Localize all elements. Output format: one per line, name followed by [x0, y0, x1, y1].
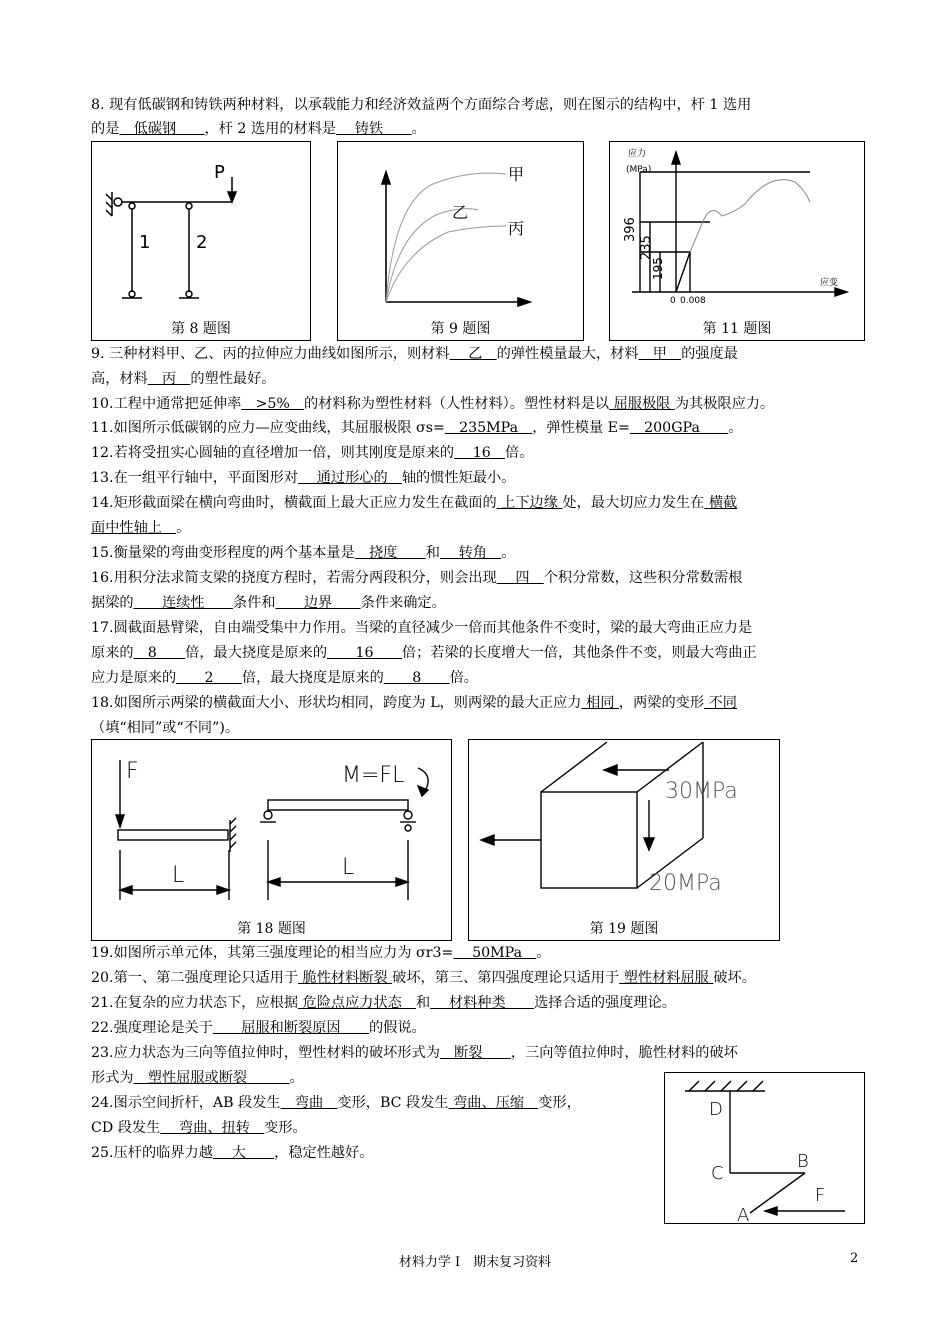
curve-bing-label: 丙: [508, 219, 525, 238]
answer-blank: 边界: [275, 595, 361, 611]
q20-line: 20.第一、第二强度理论只适用于 脆性材料断裂 破坏，第三、第四强度理论只适用于 塑性材料屈服 破坏。: [91, 970, 756, 986]
load-p-label: P: [214, 162, 225, 183]
q9-line2: 高，材料 丙 的塑性最好。: [91, 371, 276, 387]
q23-line2: 形式为 塑性屈服或断裂 。: [91, 1070, 304, 1086]
answer-blank: 甲: [638, 346, 682, 362]
answer-blank: 转角: [439, 545, 502, 561]
q14-line1: 14.矩形截面梁在横向弯曲时，横截面上最大正应力发生在截面的 上下边缘 处，最大切应力发生在 横截: [91, 495, 738, 511]
answer-blank: 大: [212, 1145, 275, 1161]
q18-line2: （填“相同”或“不同”)。: [91, 720, 240, 736]
answer-blank: 235MPa: [444, 420, 533, 436]
q21-line: 21.在复杂的应力状态下，应根据 危险点应力状态 和 材料种类 选择合适的强度理论。: [91, 995, 676, 1011]
page-number: 2: [850, 1251, 859, 1266]
q8-line2: 的是 低碳钢 ，杆 2 选用的材料是 铸铁 。: [91, 121, 426, 137]
y-axis-label: 应力: [628, 149, 647, 159]
answer-blank: 弯曲、压缩: [448, 1095, 539, 1111]
answer-blank: 上下边缘: [496, 495, 563, 511]
answer-blank: 50MPa: [453, 945, 537, 961]
figure-11: [609, 141, 865, 341]
answer-blank: 弯曲、扭转: [160, 1120, 265, 1136]
answer-blank: 低碳钢: [119, 121, 205, 137]
q10-line: 10.工程中通常把延伸率 >5% 的材料称为塑性材料（人性材料）。塑性材料是以 屈服极限 为其极限应力。: [91, 396, 775, 412]
figure-8-drawing: [92, 142, 310, 322]
q16-line2: 据梁的 连续性 条件和 边界 条件来确定。: [91, 595, 446, 611]
q11-line: 11.如图所示低碳钢的应力—应变曲线，其屈服极限 σs= 235MPa ，弹性模量 E= 200GPa 。: [91, 420, 743, 436]
q18-line1: 18.如图所示两梁的横截面大小、形状均相同，跨度为 L，则两梁的最大正应力 相同 ，两梁的变形 不同: [91, 695, 737, 711]
figure-19: [468, 739, 780, 941]
figure-19-caption: 第 19 题图: [589, 921, 659, 937]
answer-blank: 弯曲: [280, 1095, 338, 1111]
x-axis-label: 应变: [820, 278, 839, 288]
value-195: 195: [651, 257, 665, 280]
answer-blank: 2: [176, 670, 242, 686]
value-396: 396: [623, 217, 638, 242]
answer-blank: 塑性材料屈服: [619, 970, 714, 986]
answer-blank: 危险点应力状态: [298, 995, 417, 1011]
answer-blank: 面中性轴上: [91, 520, 177, 536]
footer-title: 材料力学 I 期末复习资料: [398, 1255, 552, 1270]
answer-blank: 屈服和断裂原因: [212, 1020, 369, 1036]
bar2-label: 2: [196, 232, 208, 253]
answer-blank: 材料种类: [430, 995, 535, 1011]
answer-blank: 200GPa: [629, 420, 729, 436]
q23-line1: 23.应力状态为三向等值拉伸时，塑性材料的破坏形式为 断裂 ，三向等值拉伸时，脆性材料的破坏: [91, 1045, 738, 1061]
answer-blank: 16: [327, 645, 402, 661]
q22-line: 22.强度理论是关于 屈服和断裂原因 的假说。: [91, 1020, 426, 1036]
q16-line1: 16.用积分法求简支梁的挠度方程时，若需分两段积分，则会出现 四 个积分常数，这些积分常数需根: [91, 570, 743, 586]
answer-blank: 丙: [147, 371, 191, 387]
q15-line: 15.衡量梁的弯曲变形程度的两个基本量是 挠度 和 转角 。: [91, 545, 516, 561]
span-l-label-1: L: [172, 863, 185, 888]
figure-8: [91, 141, 311, 341]
figure-9-drawing: [338, 142, 583, 322]
figure-18-drawing: [92, 740, 451, 920]
value-235: 235: [639, 235, 654, 260]
answer-blank: 通过形心的: [298, 470, 402, 486]
q17-line3: 应力是原来的 2 倍，最大挠度是原来的 8 倍。: [91, 670, 478, 686]
q17-line2: 原来的 8 倍，最大挠度是原来的 16 倍；若梁的长度增大一倍，其他条件不变，则最大弯曲正: [91, 645, 757, 661]
q24-line2: CD 段发生 弯曲、扭转 变形。: [91, 1120, 307, 1136]
answer-blank: 四: [496, 570, 544, 586]
q12-line: 12.若将受扭实心圆轴的直径增加一倍，则其刚度是原来的 16 倍。: [91, 445, 534, 461]
answer-blank: >5%: [241, 396, 305, 412]
q9-line1: 9. 三种材料甲、乙、丙的拉伸应力曲线如图所示，则材料 乙 的弹性模量最大，材料 甲 的强度最: [91, 346, 738, 362]
point-a-label: A: [737, 1205, 750, 1223]
figure-19-drawing: [469, 740, 779, 920]
normal-stress-label: 20MPa: [649, 871, 722, 896]
answer-blank: 不同: [704, 695, 737, 711]
figure-24-drawing: [665, 1073, 864, 1223]
figure-9-caption: 第 9 题图: [430, 321, 491, 337]
answer-blank: 8: [133, 645, 186, 661]
q8-line1: 8. 现有低碳钢和铸铁两种材料，以承载能力和经济效益两个方面综合考虑，则在图示的结构中，杆 1 选用: [91, 97, 752, 113]
figure-24: [664, 1072, 865, 1224]
q13-line: 13.在一组平行轴中，平面图形对 通过形心的 轴的惯性矩最小。: [91, 470, 516, 486]
figure-18-caption: 第 18 题图: [237, 921, 306, 937]
answer-blank: 相同: [581, 695, 619, 711]
answer-blank: 脆性材料断裂: [298, 970, 393, 986]
figure-18: [91, 739, 452, 941]
origin-label: 0: [670, 296, 676, 306]
answer-blank: 铸铁: [336, 121, 412, 137]
answer-blank: 塑性屈服或断裂: [133, 1070, 290, 1086]
y-axis-unit: (MPa): [626, 165, 652, 175]
figure-11-caption: 第 11 题图: [702, 321, 772, 337]
curve-yi-label: 乙: [452, 203, 469, 222]
answer-blank: 16: [454, 445, 506, 461]
figure-8-caption: 第 8 题图: [171, 321, 231, 337]
force-f-label: F: [126, 759, 139, 784]
q19-line: 19.如图所示单元体，其第三强度理论的相当应力为 σr3= 50MPa 。: [91, 945, 551, 961]
q14-line2: 面中性轴上 。: [91, 520, 191, 536]
x-value-label: 0.008: [680, 296, 706, 306]
moment-label: M=FL: [342, 763, 405, 788]
figure-9: [337, 141, 584, 341]
q17-line1: 17.圆截面悬臂梁，自由端受集中力作用。当梁的直径减少一倍而其他条件不变时，梁的最大弯曲正应力是: [91, 620, 753, 636]
answer-blank: 屈服极限: [609, 396, 675, 412]
point-d-label: D: [709, 1099, 723, 1120]
answer-blank: 连续性: [133, 595, 233, 611]
q25-line: 25.压杆的临界力越 大 ，稳定性越好。: [91, 1145, 374, 1161]
point-c-label: C: [711, 1163, 724, 1184]
q24-line1: 24.图示空间折杆，AB 段发生 弯曲 变形，BC 段发生 弯曲、压缩 变形，: [91, 1095, 581, 1111]
curve-jia-label: 甲: [508, 165, 525, 184]
answer-blank: 断裂: [439, 1045, 511, 1061]
point-b-label: B: [797, 1151, 809, 1172]
bar1-label: 1: [139, 232, 151, 253]
answer-blank: 挠度: [354, 545, 426, 561]
span-l-label-2: L: [342, 855, 355, 880]
answer-blank: 乙: [449, 346, 497, 362]
answer-blank: 8: [383, 670, 450, 686]
shear-stress-label: 30MPa: [665, 779, 738, 804]
force-f-label: F: [815, 1185, 826, 1206]
answer-blank: 横截: [704, 495, 738, 511]
figure-11-drawing: [610, 142, 864, 322]
